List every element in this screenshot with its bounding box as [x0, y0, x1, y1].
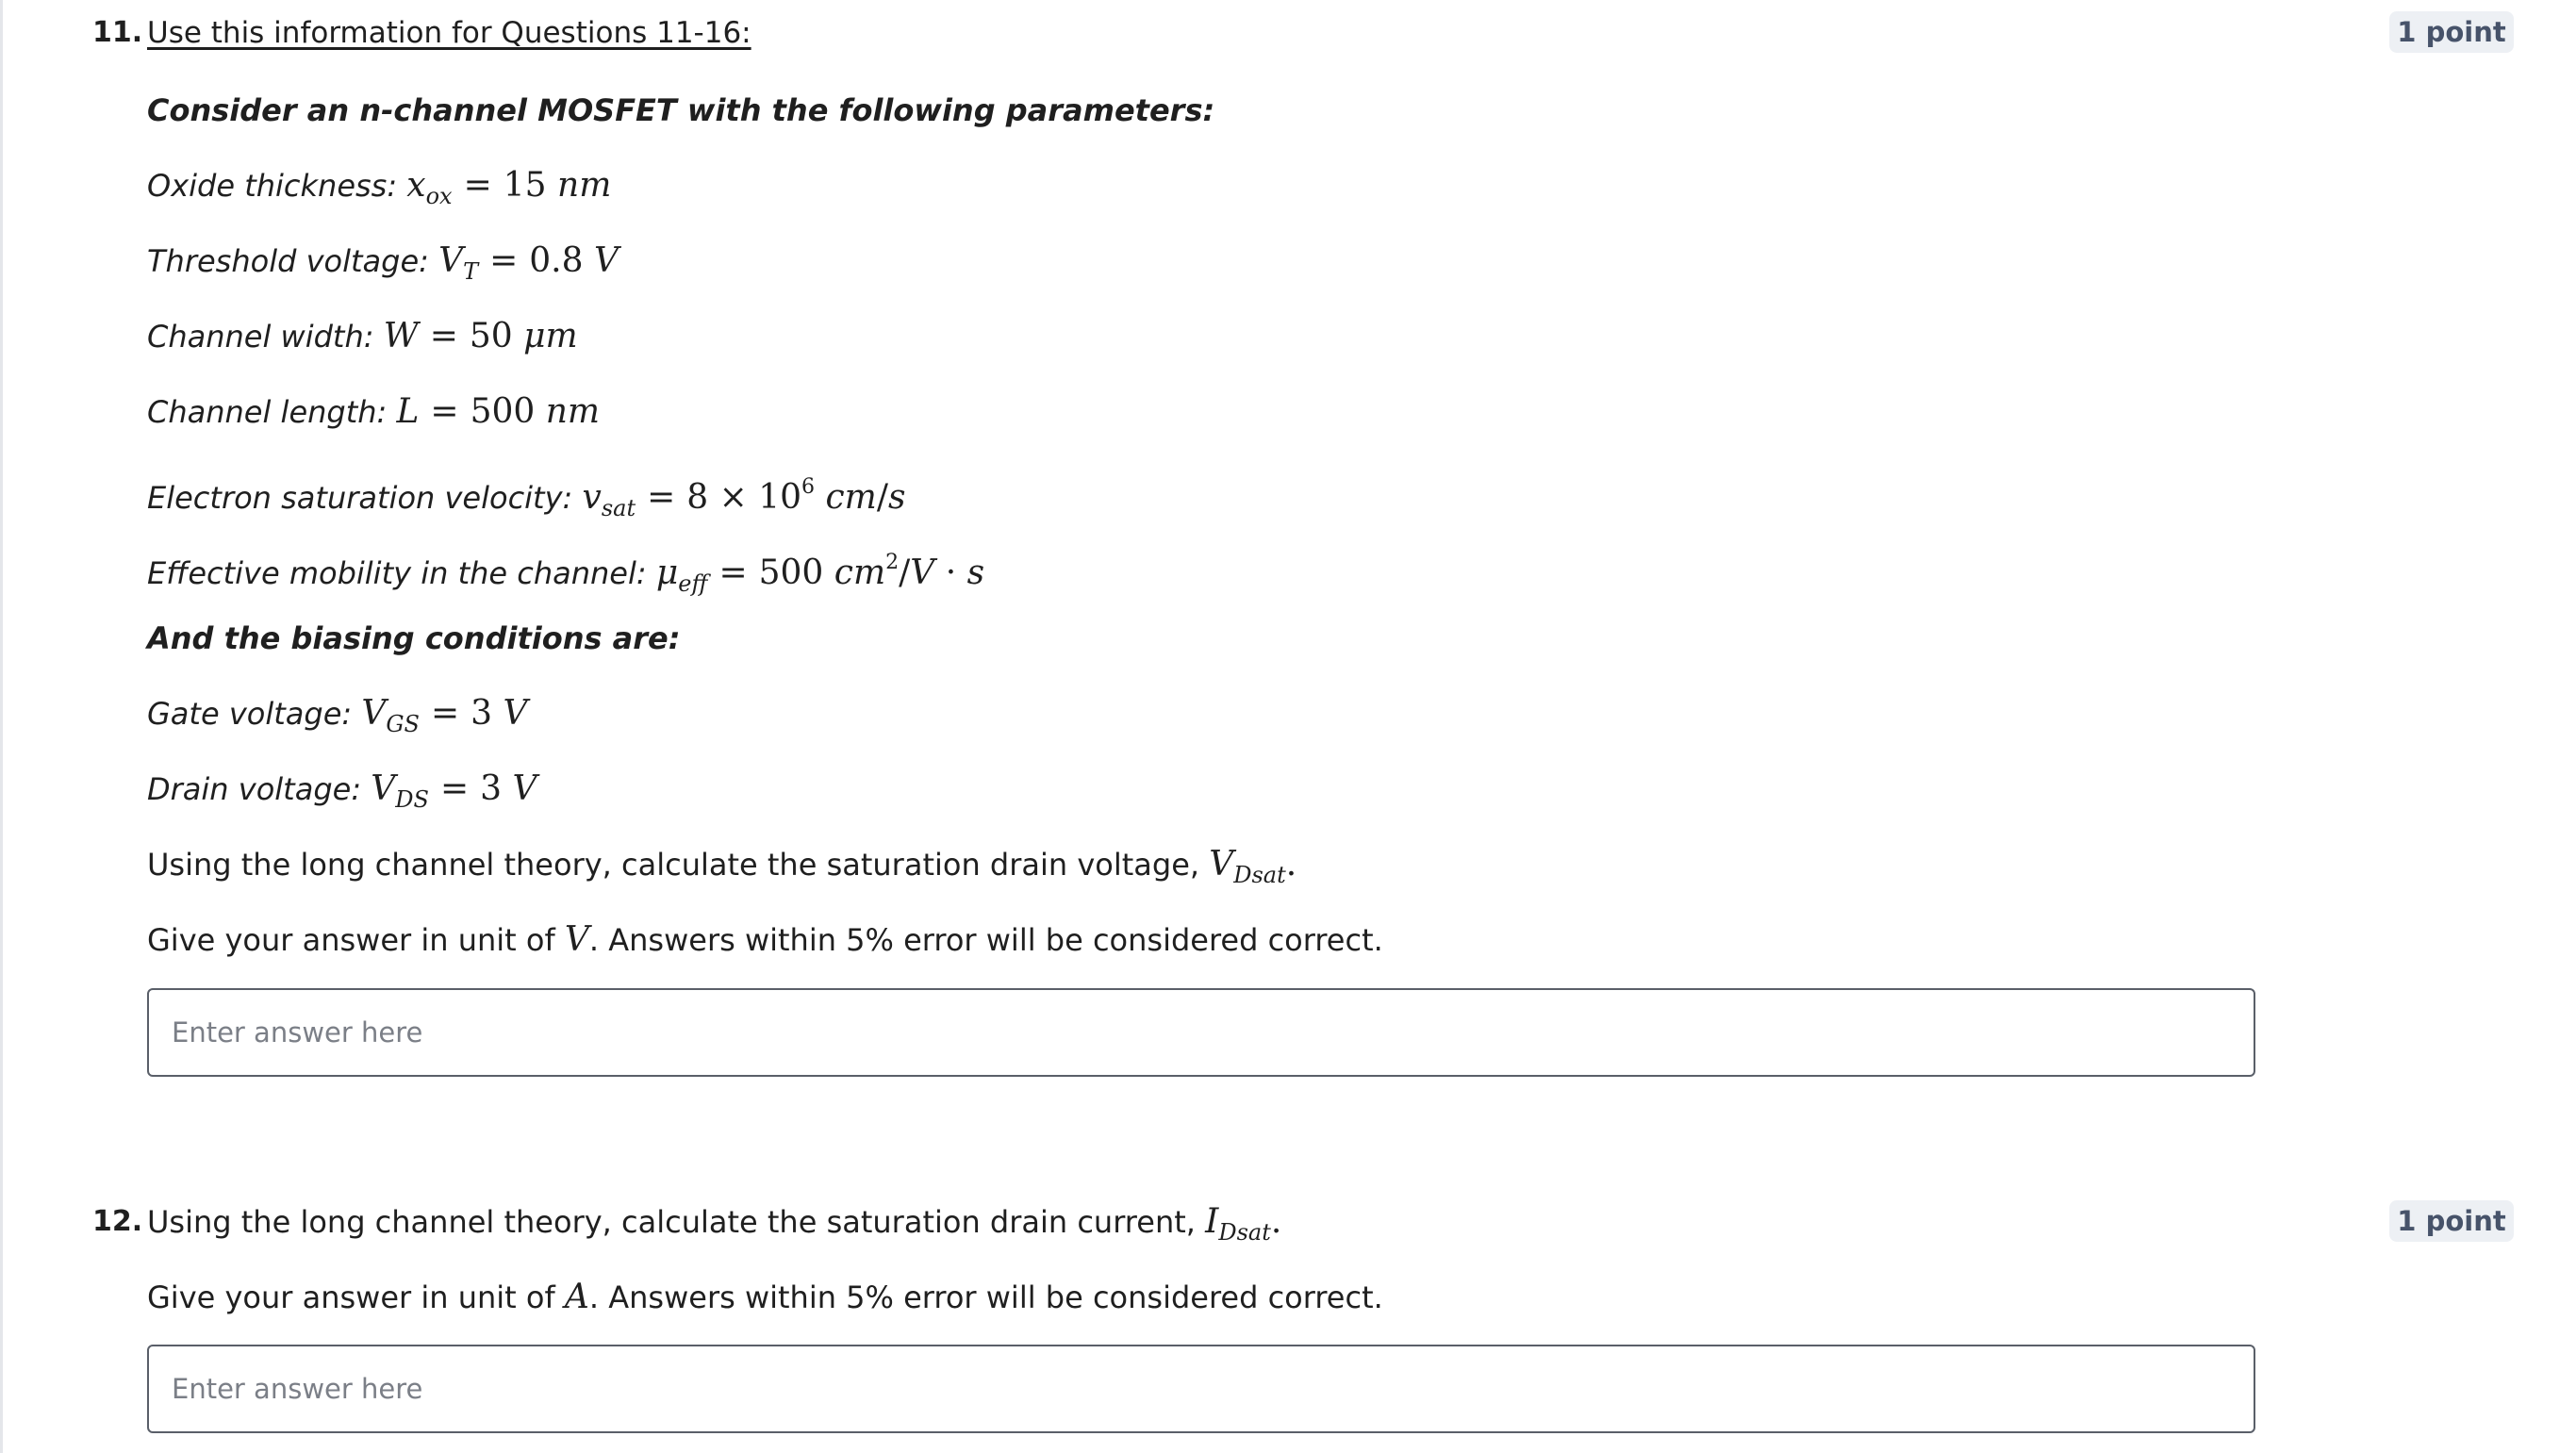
question-heading: Use this information for Questions 11-16: — [147, 16, 751, 50]
unit-symbol: A — [564, 1278, 589, 1316]
param-label: Channel width: — [147, 319, 374, 355]
math-expression: $V_{DS} = 3$ V — [371, 769, 537, 813]
question-prompt — [147, 846, 1296, 894]
unit-text: Give your answer in unit of — [147, 1280, 555, 1315]
question-prompt — [147, 1203, 1281, 1251]
unit-text: Give your answer in unit of — [147, 922, 555, 958]
math-expression: $x_{ox} = 15$ nm — [406, 166, 612, 209]
answer-input[interactable] — [147, 1345, 2255, 1433]
question-number: 11. — [92, 16, 143, 49]
param-threshold-voltage — [147, 242, 619, 290]
exponent: 6 — [801, 475, 816, 499]
param-label: Oxide thickness: — [147, 168, 398, 204]
question-number: 12. — [92, 1205, 143, 1238]
math-expression: $I_{Dsat}$. — [1205, 1202, 1282, 1246]
unit-instructions — [147, 1279, 1383, 1316]
param-value: 15 — [503, 166, 547, 205]
param-saturation-velocity — [147, 469, 905, 527]
param-value: 50 — [469, 317, 513, 355]
param-value: 500 — [758, 553, 824, 592]
left-border — [0, 0, 3, 1453]
math-expression: W = 50 μm — [383, 317, 578, 355]
param-oxide-thickness — [147, 167, 611, 215]
param-label: Threshold voltage: — [147, 243, 429, 279]
bias-gate-voltage — [147, 695, 527, 743]
param-label: Electron saturation velocity: — [147, 480, 573, 516]
bias-drain-voltage — [147, 770, 537, 818]
points-badge: 1 point — [2389, 1200, 2514, 1242]
param-channel-width — [147, 318, 578, 355]
param-channel-length — [147, 393, 600, 431]
math-expression: $V_{GS} = 3$ V — [361, 694, 528, 737]
param-label: Gate voltage: — [147, 696, 353, 732]
tolerance-text: . Answers within 5% error will be considered correct. — [588, 1280, 1383, 1315]
param-value: 3 — [480, 769, 503, 808]
tolerance-text: . Answers within 5% error will be considered correct. — [588, 922, 1383, 958]
param-label: Effective mobility in the channel: — [147, 555, 647, 591]
math-expression: $\mu_{eff} = 500$ $cm^2/V \cdot s$ — [655, 551, 985, 597]
param-value: 500 — [470, 392, 536, 431]
parameters-intro: Consider an n-channel MOSFET with the following parameters: — [147, 92, 1215, 128]
question-text: Using the long channel theory, calculate the saturation drain voltage, — [147, 847, 1200, 883]
question-text: Using the long channel theory, calculate the saturation drain current, — [147, 1204, 1196, 1240]
unit-symbol: V — [564, 920, 589, 959]
param-value: 3 — [471, 694, 493, 733]
math-expression: L = 500 nm — [396, 392, 601, 431]
param-value: 0.8 — [529, 241, 584, 280]
param-value: 8 × 10 — [686, 478, 802, 517]
bias-intro: And the biasing conditions are: — [147, 620, 681, 656]
param-label: Drain voltage: — [147, 771, 362, 807]
math-expression: $V_{Dsat}$. — [1209, 845, 1297, 888]
points-badge: 1 point — [2389, 11, 2514, 53]
math-expression: $v_{sat} = 8 \times 10^6$ cm/s — [582, 475, 906, 521]
unit-instructions — [147, 921, 1383, 959]
math-expression: $V_T = 0.8$ V — [438, 241, 619, 285]
param-effective-mobility — [147, 544, 984, 603]
answer-input[interactable] — [147, 988, 2255, 1077]
param-label: Channel length: — [147, 394, 388, 430]
